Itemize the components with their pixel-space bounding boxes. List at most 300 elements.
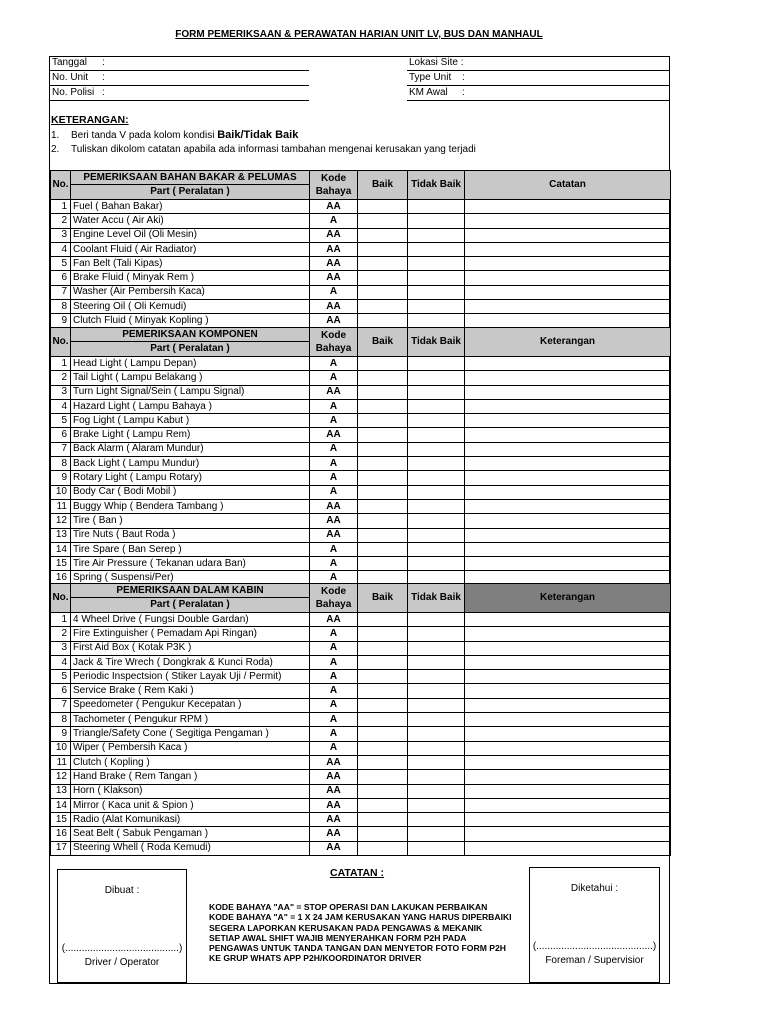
table-row [51,471,671,485]
row-number: 3 [51,641,71,655]
kode-bahaya-value: A [310,571,358,585]
catatan-line: PENGAWAS UNTUK TANDA TANGAN DAN MENYETOR FOTO FORM P2H [209,943,506,954]
kode-bahaya-value: AA [310,813,358,827]
tidak-baik-checkbox-cell[interactable] [408,741,465,755]
tidak-baik-checkbox-cell[interactable] [408,784,465,798]
row-number: 9 [51,314,71,328]
catatan-input-cell[interactable] [465,271,671,285]
row-number: 4 [51,655,71,669]
baik-checkbox-cell[interactable] [358,841,408,855]
row-number: 5 [51,670,71,684]
kode-bahaya-value: AA [310,613,358,627]
kode-bahaya-value: A [310,357,358,371]
keterangan-input-cell[interactable] [465,841,671,855]
baik-checkbox-cell[interactable] [358,713,408,727]
part-name: Tire Spare ( Ban Serep ) [71,542,310,556]
baik-checkbox-cell[interactable] [358,655,408,669]
tidak-baik-checkbox-cell[interactable] [408,414,465,428]
part-subtitle: Part ( Peralatan ) [150,186,230,197]
foreman-role-label: Foreman / Supervisior [545,955,644,966]
tidak-baik-checkbox-cell[interactable] [408,300,465,314]
part-header [71,584,310,613]
baik-checkbox-cell[interactable] [358,613,408,627]
row-number: 6 [51,271,71,285]
table-row [51,755,671,769]
tidak-baik-checkbox-cell[interactable] [408,698,465,712]
kode-bahaya-value: A [310,457,358,471]
no-header: No. [51,171,71,200]
keterangan-input-cell[interactable] [465,627,671,641]
baik-checkbox-cell[interactable] [358,285,408,299]
keterangan-input-cell[interactable] [465,542,671,556]
row-number: 9 [51,727,71,741]
row-number: 12 [51,514,71,528]
lokasi-site-field[interactable] [407,56,670,71]
part-name: Fan Belt (Tali Kipas) [71,257,310,271]
table-row [51,713,671,727]
row-number: 7 [51,442,71,456]
part-name: Steering Whell ( Roda Kemudi) [71,841,310,855]
keterangan-input-cell[interactable] [465,485,671,499]
table-row [51,770,671,784]
table-row [51,214,671,228]
row-number: 2 [51,214,71,228]
baik-checkbox-cell[interactable] [358,485,408,499]
keterangan-item-1: 1. Beri tanda V pada kolom kondisi Baik/Tidak Baik [51,129,299,141]
keterangan-input-cell[interactable] [465,727,671,741]
tidak-baik-checkbox-cell[interactable] [408,770,465,784]
catatan-line: KE GRUP WHATS APP P2H/KOORDINATOR DRIVER [209,953,422,964]
tidak-baik-checkbox-cell[interactable] [408,285,465,299]
tidak-baik-header: Tidak Baik [408,328,465,357]
tidak-baik-checkbox-cell[interactable] [408,371,465,385]
keterangan-input-cell[interactable] [465,371,671,385]
part-subtitle: Part ( Peralatan ) [150,599,230,610]
part-name: Hazard Light ( Lampu Bahaya ) [71,399,310,413]
row-number: 8 [51,300,71,314]
baik-header: Baik [358,328,408,357]
no-header: No. [51,328,71,357]
part-name: Turn Light Signal/Sein ( Lampu Signal) [71,385,310,399]
baik-checkbox-cell[interactable] [358,499,408,513]
part-name: Brake Fluid ( Minyak Rem ) [71,271,310,285]
kode-bahaya-value: A [310,485,358,499]
row-number: 16 [51,571,71,585]
table-row [51,499,671,513]
keterangan-input-cell[interactable] [465,499,671,513]
keterangan-input-cell[interactable] [465,528,671,542]
catatan-input-cell[interactable] [465,242,671,256]
keterangan-input-cell[interactable] [465,471,671,485]
tidak-baik-checkbox-cell[interactable] [408,242,465,256]
keterangan-input-cell[interactable] [465,798,671,812]
table-row [51,257,671,271]
table-row [51,514,671,528]
table-row [51,542,671,556]
part-header [71,328,310,357]
tidak-baik-checkbox-cell[interactable] [408,385,465,399]
keterangan-input-cell[interactable] [465,357,671,371]
row-number: 9 [51,471,71,485]
kode-bahaya-value: AA [310,798,358,812]
keterangan-input-cell[interactable] [465,784,671,798]
kode-bahaya-header: Kode Bahaya [310,584,358,613]
row-number: 4 [51,242,71,256]
part-name: Tail Light ( Lampu Belakang ) [71,371,310,385]
keterangan-input-cell[interactable] [465,741,671,755]
tidak-baik-header: Tidak Baik [408,584,465,613]
keterangan-title: KETERANGAN: [51,114,129,126]
tidak-baik-checkbox-cell[interactable] [408,655,465,669]
kode-bahaya-header: Kode Bahaya [310,171,358,200]
baik-checkbox-cell[interactable] [358,399,408,413]
part-name: Engine Level Oil (Oli Mesin) [71,228,310,242]
baik-checkbox-cell[interactable] [358,741,408,755]
baik-checkbox-cell[interactable] [358,528,408,542]
row-number: 5 [51,414,71,428]
part-name: Tire Nuts ( Baut Roda ) [71,528,310,542]
baik-checkbox-cell[interactable] [358,228,408,242]
tidak-baik-checkbox-cell[interactable] [408,557,465,571]
tidak-baik-checkbox-cell[interactable] [408,613,465,627]
row-number: 8 [51,457,71,471]
keterangan-input-cell[interactable] [465,670,671,684]
tidak-baik-checkbox-cell[interactable] [408,727,465,741]
catatan-input-cell[interactable] [465,228,671,242]
tidak-baik-checkbox-cell[interactable] [408,542,465,556]
section-bahan-bakar-table [50,170,671,329]
table-row [51,300,671,314]
table-row [51,670,671,684]
tidak-baik-checkbox-cell[interactable] [408,514,465,528]
baik-checkbox-cell[interactable] [358,827,408,841]
driver-role-label: Driver / Operator [84,957,160,968]
row-number: 2 [51,371,71,385]
tidak-baik-checkbox-cell[interactable] [408,641,465,655]
baik-checkbox-cell[interactable] [358,727,408,741]
part-name: Washer (Air Pembersih Kaca) [71,285,310,299]
keterangan-header: Keterangan [465,584,671,613]
section-title: PEMERIKSAAN BAHAN BAKAR & PELUMAS [71,171,309,185]
part-name: Water Accu ( Air Aki) [71,214,310,228]
baik-checkbox-cell[interactable] [358,770,408,784]
tidak-baik-checkbox-cell[interactable] [408,214,465,228]
kode-bahaya-value: AA [310,257,358,271]
baik-checkbox-cell[interactable] [358,414,408,428]
baik-header: Baik [358,171,408,200]
table-row [51,528,671,542]
part-header [71,171,310,200]
table-row [51,627,671,641]
kode-bahaya-value: A [310,655,358,669]
part-name: Jack & Tire Wrech ( Dongkrak & Kunci Roda) [71,655,310,669]
row-number: 10 [51,741,71,755]
tidak-baik-checkbox-cell[interactable] [408,827,465,841]
kode-bahaya-value: AA [310,228,358,242]
part-name: Hand Brake ( Rem Tangan ) [71,770,310,784]
keterangan-input-cell[interactable] [465,414,671,428]
type-unit-field[interactable]: Type Unit : [407,71,670,86]
tidak-baik-checkbox-cell[interactable] [408,399,465,413]
part-name: Service Brake ( Rem Kaki ) [71,684,310,698]
tanggal-label: Tanggal [52,57,88,68]
part-name: Triangle/Safety Cone ( Segitiga Pengaman ) [71,727,310,741]
tidak-baik-checkbox-cell[interactable] [408,798,465,812]
keterangan-input-cell[interactable] [465,641,671,655]
row-number: 16 [51,827,71,841]
catatan-input-cell[interactable] [465,200,671,214]
form-title: FORM PEMERIKSAAN & PERAWATAN HARIAN UNIT LV, BUS DAN MANHAUL [175,29,543,40]
row-number: 3 [51,228,71,242]
tidak-baik-checkbox-cell[interactable] [408,271,465,285]
tidak-baik-checkbox-cell[interactable] [408,684,465,698]
row-number: 15 [51,813,71,827]
baik-checkbox-cell[interactable] [358,514,408,528]
table-row [51,385,671,399]
part-name: Back Alarm ( Alaram Mundur) [71,442,310,456]
kode-bahaya-value: AA [310,770,358,784]
kode-bahaya-value: A [310,371,358,385]
tidak-baik-checkbox-cell[interactable] [408,813,465,827]
tidak-baik-checkbox-cell[interactable] [408,457,465,471]
type-unit-label: Type Unit [409,72,452,83]
keterangan-input-cell[interactable] [465,755,671,769]
part-name: First Aid Box ( Kotak P3K ) [71,641,310,655]
catatan-input-cell[interactable] [465,257,671,271]
tidak-baik-checkbox-cell[interactable] [408,428,465,442]
keterangan-input-cell[interactable] [465,514,671,528]
baik-checkbox-cell[interactable] [358,641,408,655]
part-name: Fog Light ( Lampu Kabut ) [71,414,310,428]
no-polisi-field[interactable]: No. Polisi : [50,86,309,101]
no-polisi-label: No. Polisi [52,87,95,98]
table-row [51,655,671,669]
no-unit-label: No. Unit [52,72,89,83]
row-number: 1 [51,357,71,371]
row-number: 17 [51,841,71,855]
table-row [51,285,671,299]
baik-checkbox-cell[interactable] [358,385,408,399]
table-row [51,371,671,385]
kode-bahaya-value: AA [310,300,358,314]
keterangan-input-cell[interactable] [465,813,671,827]
kode-bahaya-value: AA [310,827,358,841]
table-row [51,228,671,242]
row-number: 14 [51,798,71,812]
keterangan-input-cell[interactable] [465,557,671,571]
row-number: 15 [51,557,71,571]
no-unit-field[interactable]: No. Unit : [50,71,309,86]
baik-checkbox-cell[interactable] [358,471,408,485]
table-row [51,414,671,428]
kode-bahaya-value: AA [310,755,358,769]
part-name: Tire ( Ban ) [71,514,310,528]
row-number: 13 [51,784,71,798]
kode-bahaya-value: A [310,670,358,684]
tidak-baik-checkbox-cell[interactable] [408,228,465,242]
tidak-baik-checkbox-cell[interactable] [408,499,465,513]
kode-bahaya-value: AA [310,314,358,328]
keterangan-input-cell[interactable] [465,457,671,471]
kode-bahaya-value: AA [310,242,358,256]
kode-bahaya-value: A [310,285,358,299]
keterangan-input-cell[interactable] [465,684,671,698]
part-name: Clutch ( Kopling ) [71,755,310,769]
part-name: Tachometer ( Pengukur RPM ) [71,713,310,727]
baik-checkbox-cell[interactable] [358,371,408,385]
baik-checkbox-cell[interactable] [358,457,408,471]
table-row [51,428,671,442]
lokasi-site-label: Lokasi Site : [409,57,464,68]
signature-box-driver[interactable] [57,869,187,983]
row-number: 13 [51,528,71,542]
section-komponen-table [50,327,671,586]
tidak-baik-checkbox-cell[interactable] [408,200,465,214]
row-number: 7 [51,698,71,712]
kode-bahaya-value: AA [310,528,358,542]
baik-checkbox-cell[interactable] [358,627,408,641]
row-number: 4 [51,399,71,413]
table-row [51,242,671,256]
catatan-input-cell[interactable] [465,285,671,299]
baik-checkbox-cell[interactable] [358,698,408,712]
kode-bahaya-value: AA [310,385,358,399]
keterangan-header: Keterangan [465,328,671,357]
row-number: 1 [51,613,71,627]
baik-checkbox-cell[interactable] [358,271,408,285]
tidak-baik-checkbox-cell[interactable] [408,755,465,769]
keterangan-input-cell[interactable] [465,698,671,712]
baik-checkbox-cell[interactable] [358,442,408,456]
table-row [51,641,671,655]
part-name: Clutch Fluid ( Minyak Kopling ) [71,314,310,328]
baik-checkbox-cell[interactable] [358,557,408,571]
kode-bahaya-value: AA [310,784,358,798]
baik-header: Baik [358,584,408,613]
diketahui-label: Diketahui : [570,883,619,894]
catatan-input-cell[interactable] [465,214,671,228]
keterangan-input-cell[interactable] [465,613,671,627]
tidak-baik-checkbox-cell[interactable] [408,528,465,542]
kode-bahaya-value: AA [310,271,358,285]
signature-line: (.........................................) [61,943,183,954]
table-row [51,727,671,741]
row-number: 8 [51,713,71,727]
kode-bahaya-value: AA [310,499,358,513]
tidak-baik-checkbox-cell[interactable] [408,670,465,684]
tidak-baik-checkbox-cell[interactable] [408,357,465,371]
part-subtitle: Part ( Peralatan ) [150,343,230,354]
keterangan-input-cell[interactable] [465,442,671,456]
table-row [51,613,671,627]
baik-checkbox-cell[interactable] [358,200,408,214]
tidak-baik-checkbox-cell[interactable] [408,485,465,499]
baik-checkbox-cell[interactable] [358,242,408,256]
kode-bahaya-value: A [310,684,358,698]
kode-bahaya-value: A [310,214,358,228]
tidak-baik-checkbox-cell[interactable] [408,257,465,271]
row-number: 12 [51,770,71,784]
catatan-line: SETIAP AWAL SHIFT WAJIB MENYERAHKAN FORM P2H PADA [209,932,467,943]
tidak-baik-checkbox-cell[interactable] [408,442,465,456]
kode-bahaya-value: A [310,414,358,428]
baik-checkbox-cell[interactable] [358,784,408,798]
row-number: 11 [51,755,71,769]
table-row [51,841,671,855]
section-header-row [51,584,671,613]
catatan-title: CATATAN : [330,867,385,879]
part-name: Rotary Light ( Lampu Rotary) [71,471,310,485]
baik-checkbox-cell[interactable] [358,357,408,371]
kode-bahaya-value: AA [310,200,358,214]
tidak-baik-checkbox-cell[interactable] [408,627,465,641]
keterangan-input-cell[interactable] [465,655,671,669]
table-row [51,698,671,712]
baik-checkbox-cell[interactable] [358,670,408,684]
row-number: 1 [51,200,71,214]
tanggal-field[interactable]: Tanggal : [50,56,309,71]
baik-checkbox-cell[interactable] [358,300,408,314]
keterangan-input-cell[interactable] [465,770,671,784]
keterangan-input-cell[interactable] [465,827,671,841]
part-name: Mirror ( Kaca unit & Spion ) [71,798,310,812]
table-row [51,485,671,499]
km-awal-label: KM Awal [409,87,448,98]
kode-bahaya-value: A [310,641,358,655]
kode-bahaya-value: A [310,399,358,413]
catatan-line: KODE BAHAYA "A" = 1 X 24 JAM KERUSAKAN YANG HARUS DIPERBAIKI [209,912,512,923]
kode-bahaya-value: AA [310,841,358,855]
part-name: Wiper ( Pembersih Kaca ) [71,741,310,755]
km-awal-field[interactable]: KM Awal : [407,86,670,101]
kode-bahaya-value: A [310,471,358,485]
kode-bahaya-value: AA [310,514,358,528]
tidak-baik-checkbox-cell[interactable] [408,713,465,727]
part-name: Spring ( Suspensi/Per) [71,571,310,585]
baik-checkbox-cell[interactable] [358,813,408,827]
signature-box-foreman[interactable] [529,867,660,983]
kode-bahaya-value: A [310,627,358,641]
catatan-input-cell[interactable] [465,300,671,314]
row-number: 7 [51,285,71,299]
baik-checkbox-cell[interactable] [358,798,408,812]
table-row [51,784,671,798]
part-name: Buggy Whip ( Bendera Tambang ) [71,499,310,513]
row-number: 11 [51,499,71,513]
baik-checkbox-cell[interactable] [358,428,408,442]
tidak-baik-checkbox-cell[interactable] [408,471,465,485]
keterangan-input-cell[interactable] [465,713,671,727]
keterangan-input-cell[interactable] [465,399,671,413]
keterangan-input-cell[interactable] [465,428,671,442]
part-name: Fire Extinguisher ( Pemadam Api Ringan) [71,627,310,641]
tidak-baik-checkbox-cell[interactable] [408,841,465,855]
part-name: Periodic Inspectsion ( Stiker Layak Uji / Permit) [71,670,310,684]
baik-checkbox-cell[interactable] [358,257,408,271]
part-name: Radio (Alat Komunikasi) [71,813,310,827]
row-number: 2 [51,627,71,641]
baik-checkbox-cell[interactable] [358,755,408,769]
row-number: 6 [51,428,71,442]
part-name: Tire Air Pressure ( Tekanan udara Ban) [71,557,310,571]
section-header-row [51,171,671,200]
baik-checkbox-cell[interactable] [358,684,408,698]
baik-checkbox-cell[interactable] [358,214,408,228]
keterangan-input-cell[interactable] [465,385,671,399]
baik-checkbox-cell[interactable] [358,542,408,556]
part-name: 4 Wheel Drive ( Fungsi Double Gardan) [71,613,310,627]
table-row [51,271,671,285]
